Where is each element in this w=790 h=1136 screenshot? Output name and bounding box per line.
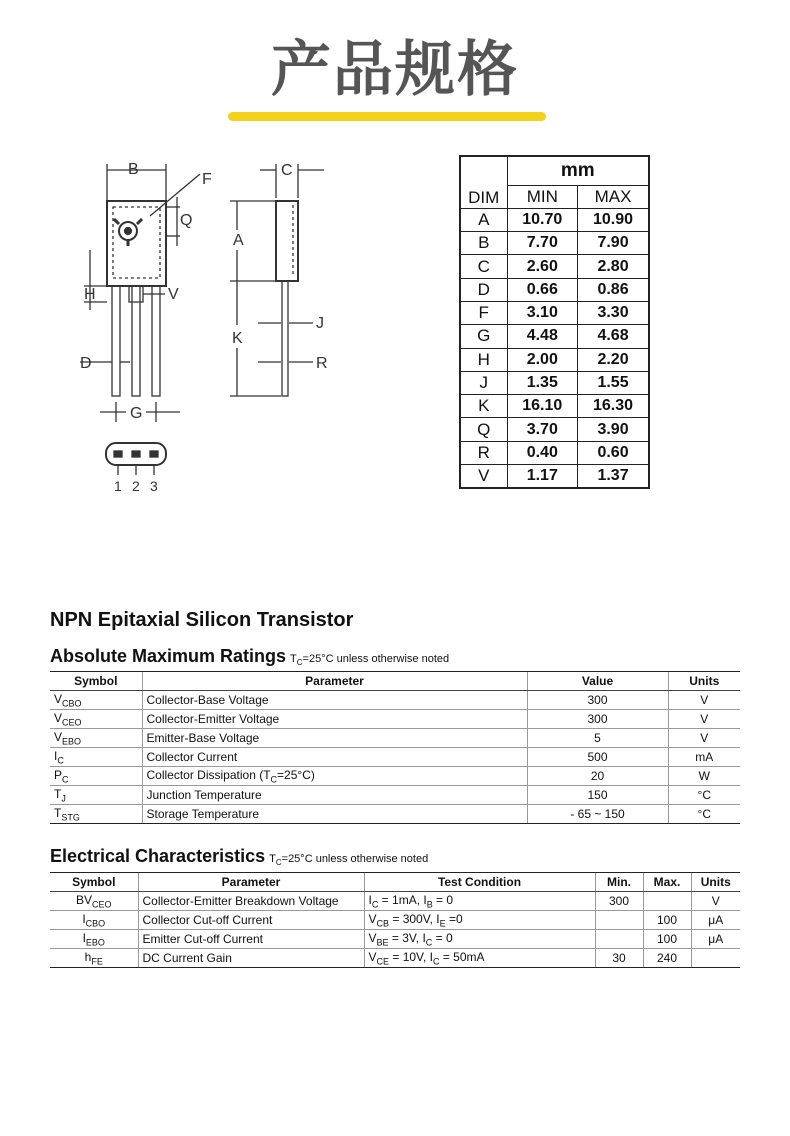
dim-label-f: F [202, 171, 212, 188]
max-cell: 100 [643, 911, 691, 930]
dim-cell-min: 10.70 [507, 208, 578, 231]
dim-cell-dim: D [460, 278, 507, 301]
page-title: 产品规格 [271, 35, 519, 105]
units-cell: °C [668, 805, 740, 824]
table-header: Test Condition [364, 873, 595, 892]
table-row [50, 710, 740, 729]
dim-cell-dim: B [460, 232, 507, 255]
dim-cell-max: 10.90 [578, 208, 649, 231]
dim-cell-min: 2.60 [507, 255, 578, 278]
dim-row [460, 278, 649, 301]
dim-row [460, 348, 649, 371]
condition-cell: $V_{CB} = 300V$, $I_E =0$ [364, 911, 595, 930]
table-header: Max. [643, 873, 691, 892]
dim-label-g: G [130, 405, 143, 422]
dim-label-d: D [80, 355, 92, 372]
table-header: Units [691, 873, 740, 892]
table-header: Min. [595, 873, 643, 892]
parameter-cell: Collector Current [142, 748, 527, 767]
parameter-cell: Collector-Emitter Voltage [142, 710, 527, 729]
symbol-cell: $I_{CBO}$ [50, 911, 138, 930]
symbol-cell: $I_C$ [50, 748, 142, 767]
dim-header-dim: DIM [460, 156, 507, 208]
max-cell [643, 892, 691, 911]
condition-cell: $V_{BE} = 3V$, $I_C = 0$ [364, 930, 595, 949]
dim-header-max: MAX [578, 185, 649, 208]
min-cell: 300 [595, 892, 643, 911]
parameter-cell: DC Current Gain [138, 949, 364, 968]
dim-cell-max: 1.55 [578, 371, 649, 394]
dim-cell-min: 2.00 [507, 348, 578, 371]
value-cell: 300 [527, 691, 668, 710]
units-cell: mA [668, 748, 740, 767]
min-cell [595, 911, 643, 930]
min-cell [595, 930, 643, 949]
symbol-cell: $V_{EBO}$ [50, 729, 142, 748]
units-cell: μA [691, 930, 740, 949]
dim-cell-max: 16.30 [578, 395, 649, 418]
dim-label-c: C [281, 162, 293, 179]
symbol-cell: $T_J$ [50, 786, 142, 805]
max-cell: 240 [643, 949, 691, 968]
value-cell: 300 [527, 710, 668, 729]
dim-cell-max: 7.90 [578, 232, 649, 255]
abs-max-heading [50, 646, 740, 667]
dim-label-h: H [84, 286, 96, 303]
dim-cell-min: 4.48 [507, 325, 578, 348]
units-cell: μA [691, 911, 740, 930]
dim-label-k: K [232, 330, 243, 347]
dim-cell-dim: G [460, 325, 507, 348]
dim-cell-max: 3.30 [578, 301, 649, 324]
units-cell: W [668, 767, 740, 786]
max-cell: 100 [643, 930, 691, 949]
dim-row [460, 395, 649, 418]
table-row [50, 767, 740, 786]
dim-row [460, 232, 649, 255]
table-header: Symbol [50, 672, 142, 691]
table-row [50, 748, 740, 767]
title-underline [228, 112, 546, 121]
units-cell: V [691, 892, 740, 911]
dim-label-j: J [316, 315, 324, 332]
pin-label-2: 2 [132, 478, 140, 494]
dim-cell-min: 0.40 [507, 441, 578, 464]
abs-max-note: $T_C=25^\circ C$ unless otherwise noted [290, 653, 450, 668]
dim-cell-dim: Q [460, 418, 507, 441]
dim-cell-max: 2.80 [578, 255, 649, 278]
dim-row [460, 208, 649, 231]
table-header: Value [527, 672, 668, 691]
dim-label-r: R [316, 355, 328, 372]
dim-row [460, 465, 649, 488]
table-header: Parameter [138, 873, 364, 892]
units-cell [691, 949, 740, 968]
dim-cell-min: 0.66 [507, 278, 578, 301]
value-cell: - 65 ~ 150 [527, 805, 668, 824]
parameter-cell: Storage Temperature [142, 805, 527, 824]
symbol-cell: $T_{STG}$ [50, 805, 142, 824]
dim-cell-max: 0.60 [578, 441, 649, 464]
parameter-cell: Emitter-Base Voltage [142, 729, 527, 748]
parameter-cell: Junction Temperature [142, 786, 527, 805]
pin-label-3: 3 [150, 478, 158, 494]
dim-cell-min: 3.10 [507, 301, 578, 324]
table-row [50, 892, 740, 911]
dim-header-unit: mm [507, 156, 649, 185]
symbol-cell: $V_{CEO}$ [50, 710, 142, 729]
dim-cell-max: 2.20 [578, 348, 649, 371]
abs-max-title: Absolute Maximum Ratings [50, 646, 287, 666]
dim-row [460, 325, 649, 348]
table-header: Parameter [142, 672, 527, 691]
dim-cell-min: 1.35 [507, 371, 578, 394]
dim-cell-max: 0.86 [578, 278, 649, 301]
pin-label-1: 1 [114, 478, 122, 494]
min-cell: 30 [595, 949, 643, 968]
elec-heading [50, 846, 740, 867]
elec-table [50, 872, 740, 968]
units-cell: °C [668, 786, 740, 805]
abs-max-table [50, 671, 740, 824]
dim-cell-dim: R [460, 441, 507, 464]
table-row [50, 691, 740, 710]
elec-title: Electrical Characteristics [50, 846, 266, 866]
dim-cell-dim: J [460, 371, 507, 394]
condition-cell: $V_{CE} = 10V$, $I_C = 50mA$ [364, 949, 595, 968]
table-header: Symbol [50, 873, 138, 892]
table-row [50, 930, 740, 949]
dim-row [460, 255, 649, 278]
product-title: NPN Epitaxial Silicon Transistor [50, 609, 354, 631]
parameter-cell: Collector Dissipation $(T_C=25^\circ C)$ [142, 767, 527, 786]
dim-row [460, 371, 649, 394]
parameter-cell: Collector Cut-off Current [138, 911, 364, 930]
dimension-table [459, 155, 650, 489]
package-outline-drawing [70, 150, 390, 500]
dim-cell-dim: K [460, 395, 507, 418]
dim-row [460, 418, 649, 441]
parameter-cell: Emitter Cut-off Current [138, 930, 364, 949]
dim-cell-min: 7.70 [507, 232, 578, 255]
dim-cell-max: 3.90 [578, 418, 649, 441]
dim-row [460, 441, 649, 464]
table-row [50, 911, 740, 930]
dim-cell-max: 4.68 [578, 325, 649, 348]
dim-cell-max: 1.37 [578, 465, 649, 488]
symbol-cell: $BV_{CEO}$ [50, 892, 138, 911]
condition-cell: $I_C = 1mA$, $I_B = 0$ [364, 892, 595, 911]
dim-cell-dim: V [460, 465, 507, 488]
table-row [50, 805, 740, 824]
dim-cell-min: 16.10 [507, 395, 578, 418]
dim-row [460, 301, 649, 324]
symbol-cell: $V_{CBO}$ [50, 691, 142, 710]
units-cell: V [668, 710, 740, 729]
dim-label-v: V [168, 286, 179, 303]
dim-cell-dim: C [460, 255, 507, 278]
table-row [50, 729, 740, 748]
value-cell: 20 [527, 767, 668, 786]
value-cell: 500 [527, 748, 668, 767]
table-row [50, 949, 740, 968]
symbol-cell: $P_C$ [50, 767, 142, 786]
dim-cell-min: 1.17 [507, 465, 578, 488]
symbol-cell: $h_{FE}$ [50, 949, 138, 968]
units-cell: V [668, 729, 740, 748]
dim-cell-dim: A [460, 208, 507, 231]
dim-cell-dim: H [460, 348, 507, 371]
parameter-cell: Collector-Base Voltage [142, 691, 527, 710]
value-cell: 5 [527, 729, 668, 748]
dim-label-q: Q [180, 212, 193, 229]
table-header: Units [668, 672, 740, 691]
value-cell: 150 [527, 786, 668, 805]
dim-cell-dim: F [460, 301, 507, 324]
parameter-cell: Collector-Emitter Breakdown Voltage [138, 892, 364, 911]
dim-header-min: MIN [507, 185, 578, 208]
dim-cell-min: 3.70 [507, 418, 578, 441]
table-row [50, 786, 740, 805]
symbol-cell: $I_{EBO}$ [50, 930, 138, 949]
dim-label-a: A [233, 232, 244, 249]
elec-note: $T_C=25^\circ C$ unless otherwise noted [269, 853, 429, 868]
dim-label-b: B [128, 161, 139, 178]
units-cell: V [668, 691, 740, 710]
